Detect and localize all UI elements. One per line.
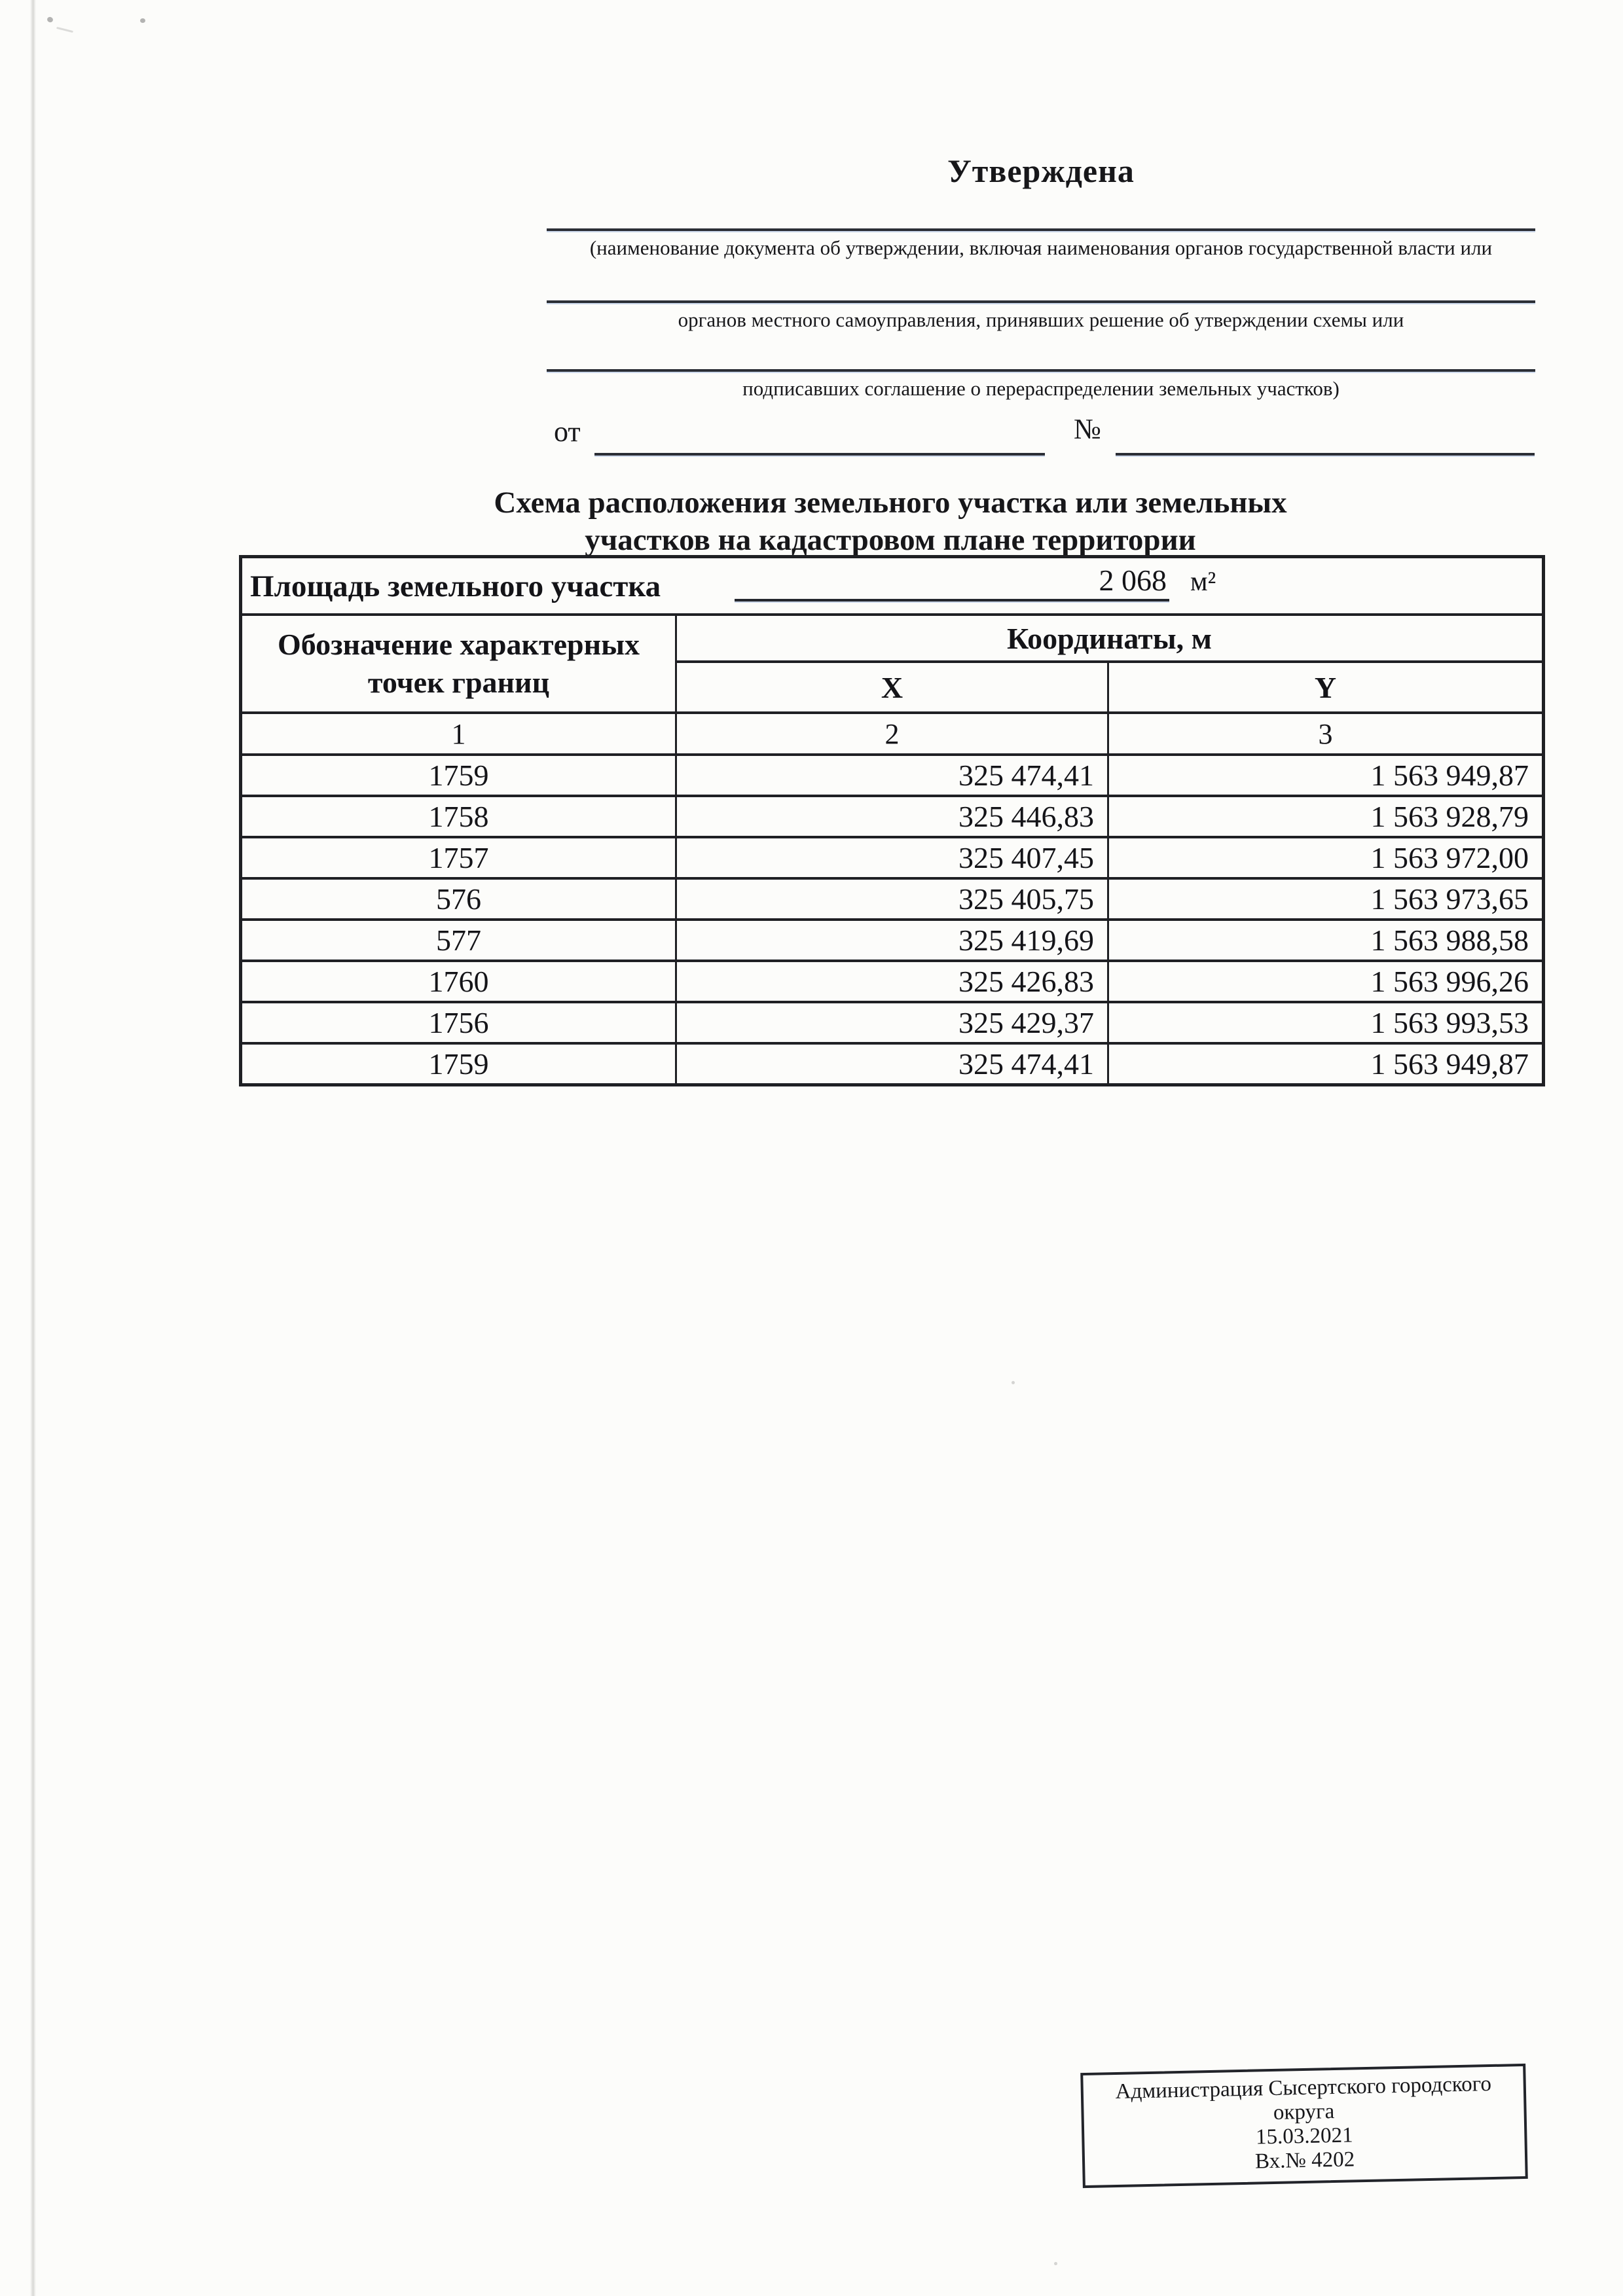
scan-edge-artifact xyxy=(30,0,36,2296)
index-cell-1: 1 xyxy=(241,713,676,755)
header-row-coords xyxy=(241,615,1544,662)
coordinate-row xyxy=(241,920,1544,961)
x-value-cell: 325 426,83 xyxy=(676,961,1108,1002)
approval-caption-1: (наименование документа об утверждении, включая наименования органов государственной власти или xyxy=(589,236,1493,259)
approval-caption-2: органов местного самоуправления, принявших решение об утверждении схемы или xyxy=(678,308,1404,331)
area-unit: м² xyxy=(1190,567,1216,597)
points-column-header xyxy=(241,615,676,713)
document-title-line-1: Схема расположения земельного участка или земельных xyxy=(494,486,1287,520)
y-value-cell: 1 563 996,26 xyxy=(1108,961,1544,1002)
scan-speck xyxy=(1054,2262,1057,2265)
y-value-cell: 1 563 973,65 xyxy=(1108,878,1544,920)
document-title-line-2: участков на кадастровом плане территории xyxy=(585,523,1196,557)
point-cell: 1760 xyxy=(241,961,676,1002)
x-value-cell: 325 405,75 xyxy=(676,878,1108,920)
approved-heading: Утверждена xyxy=(947,152,1135,189)
area-cell xyxy=(241,557,1544,615)
stamp-org-line-1: Администрация Сысертского городского xyxy=(1115,2072,1492,2104)
coordinate-row xyxy=(241,755,1544,796)
point-cell: 1759 xyxy=(241,755,676,796)
number-blank-line xyxy=(1116,453,1535,456)
x-value-cell: 325 474,41 xyxy=(676,755,1108,796)
x-value-cell: 325 474,41 xyxy=(676,1043,1108,1085)
x-value-cell: 325 419,69 xyxy=(676,920,1108,961)
stamp-date: 15.03.2021 xyxy=(1255,2123,1353,2149)
y-value-cell: 1 563 988,58 xyxy=(1108,920,1544,961)
stamp-org-line-2: округа xyxy=(1273,2100,1335,2125)
coordinate-row xyxy=(241,961,1544,1002)
registration-stamp xyxy=(1080,2064,1528,2188)
approval-doc-blank-line-1 xyxy=(547,228,1535,231)
index-cell-3: 3 xyxy=(1108,713,1544,755)
scan-speck xyxy=(1012,1381,1015,1384)
coordinate-row xyxy=(241,878,1544,920)
date-blank-line xyxy=(594,453,1045,456)
index-cell-2: 2 xyxy=(676,713,1108,755)
scan-speck xyxy=(56,27,73,33)
approval-doc-blank-line-3 xyxy=(547,369,1535,372)
scan-speck xyxy=(46,16,54,24)
y-value-cell: 1 563 949,87 xyxy=(1108,1043,1544,1085)
points-column-header-line-2: точек границ xyxy=(367,666,550,699)
point-cell: 1756 xyxy=(241,1002,676,1043)
area-value-blank xyxy=(735,564,1169,601)
y-value-cell: 1 563 972,00 xyxy=(1108,837,1544,878)
approval-doc-blank-line-2 xyxy=(547,300,1535,303)
points-column-header-line-1: Обозначение характерных xyxy=(277,628,640,661)
area-row xyxy=(241,557,1544,615)
area-value: 2 068 xyxy=(1099,564,1167,597)
x-value-cell: 325 429,37 xyxy=(676,1002,1108,1043)
stamp-incoming-number: Вх.№ 4202 xyxy=(1254,2147,1355,2174)
point-cell: 576 xyxy=(241,878,676,920)
x-value-cell: 325 407,45 xyxy=(676,837,1108,878)
coordinate-row xyxy=(241,796,1544,837)
point-cell: 1758 xyxy=(241,796,676,837)
point-cell: 1757 xyxy=(241,837,676,878)
x-value-cell: 325 446,83 xyxy=(676,796,1108,837)
document-title xyxy=(239,484,1542,559)
scan-speck xyxy=(140,18,145,23)
coordinates-header: Координаты, м xyxy=(676,615,1544,662)
date-from-label: от xyxy=(554,416,581,448)
y-column-header: Y xyxy=(1108,662,1544,713)
coordinate-row xyxy=(241,1043,1544,1085)
y-value-cell: 1 563 928,79 xyxy=(1108,796,1544,837)
area-label: Площадь земельного участка xyxy=(250,569,661,603)
column-index-row xyxy=(241,713,1544,755)
y-value-cell: 1 563 993,53 xyxy=(1108,1002,1544,1043)
point-cell: 577 xyxy=(241,920,676,961)
point-cell: 1759 xyxy=(241,1043,676,1085)
coordinate-row xyxy=(241,1002,1544,1043)
x-column-header: X xyxy=(676,662,1108,713)
coordinate-row xyxy=(241,837,1544,878)
approval-caption-3: подписавших соглашение о перераспределении земельных участков) xyxy=(742,377,1340,400)
coordinates-table xyxy=(239,555,1545,1086)
number-sign-label: № xyxy=(1074,413,1101,445)
y-value-cell: 1 563 949,87 xyxy=(1108,755,1544,796)
